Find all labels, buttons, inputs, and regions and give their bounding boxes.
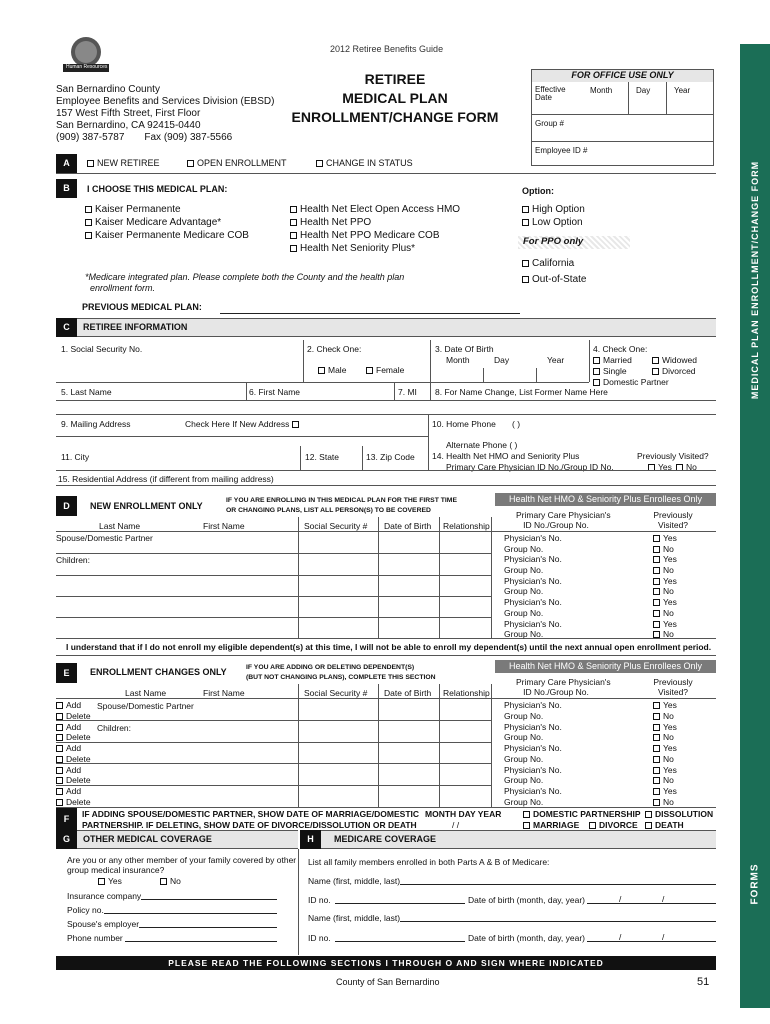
page-number: 51 — [697, 976, 710, 988]
col-dob: Date of Birth — [384, 521, 432, 531]
checkbox-icon — [523, 811, 530, 818]
section-e-title: ENROLLMENT CHANGES ONLY — [90, 667, 227, 677]
visited-yes-checkbox[interactable]: Yes — [653, 533, 677, 543]
checkbox-icon — [653, 610, 660, 617]
checkbox-icon — [653, 599, 660, 606]
plan-hn-ppo-cob[interactable]: Health Net PPO Medicare COB — [290, 229, 460, 242]
office-use-heading: FOR OFFICE USE ONLY — [532, 70, 713, 82]
checkbox-icon — [56, 788, 63, 795]
prev-col-header: Previously Visited? — [653, 510, 693, 530]
group-no-label: Group No. — [504, 564, 544, 575]
medicare-dob-2: Date of birth (month, day, year) — [468, 933, 586, 943]
effective-label: Effective — [535, 85, 566, 94]
col-ssn: Social Security # — [304, 521, 368, 531]
col-last-name-e: Last Name — [125, 688, 167, 698]
checkbox-icon — [56, 713, 63, 720]
group-no-label: Group No. — [504, 753, 544, 764]
physician-no-label: Physician's No. — [504, 721, 562, 732]
plan-kaiser-cob[interactable]: Kaiser Permanente Medicare COB — [85, 229, 249, 242]
previous-plan-label: PREVIOUS MEDICAL PLAN: — [82, 302, 202, 312]
zip-label: 13. Zip Code — [366, 452, 415, 462]
prev-visited-no[interactable]: No — [676, 462, 697, 472]
checkbox-icon — [522, 276, 529, 283]
title-line: MEDICAL PLAN — [342, 90, 448, 106]
add-checkbox[interactable]: Add — [56, 786, 81, 796]
children-label: Children: — [56, 555, 91, 565]
checkbox-icon — [652, 368, 659, 375]
checkbox-icon — [653, 788, 660, 795]
single-checkbox[interactable]: Single — [593, 366, 627, 376]
checkbox-icon — [653, 799, 660, 806]
col-last-name: Last Name — [99, 521, 141, 531]
physician-no-label: Physician's No. — [504, 533, 562, 543]
plan-hn-elect[interactable]: Health Net Elect Open Access HMO — [290, 203, 460, 216]
checkbox-icon — [87, 160, 94, 167]
medicare-name-2: Name (first, middle, last) — [308, 913, 401, 923]
option-title: Option: — [522, 186, 554, 196]
new-address-checkbox[interactable]: Check Here If New Address — [185, 419, 302, 429]
options — [522, 203, 585, 229]
visited-no-checkbox[interactable]: No — [653, 544, 674, 554]
visited-yes-checkbox[interactable]: Yes — [653, 743, 677, 753]
first-name-label: 6. First Name — [249, 387, 301, 397]
group-no-label: Group No. — [504, 710, 544, 721]
visited-yes-checkbox[interactable]: Yes — [653, 765, 677, 775]
checkbox-icon — [318, 367, 325, 374]
checkbox-icon — [645, 811, 652, 818]
delete-checkbox[interactable]: Delete — [56, 754, 91, 764]
new-retiree-checkbox[interactable]: NEW RETIREE — [87, 158, 160, 168]
col-first-name: First Name — [203, 521, 245, 531]
checkbox-icon — [593, 357, 600, 364]
insurance-field[interactable] — [141, 899, 277, 900]
high-option[interactable]: High Option — [522, 203, 585, 216]
section-d-instructions: IF YOU ARE ENROLLING IN THIS MEDICAL PLAN FOR THE FIRST TIME OR CHANGING PLANS, LIST ALL PERSON(S) TO BE COVERED — [226, 497, 457, 514]
checkbox-icon — [290, 245, 297, 252]
checkbox-icon — [653, 767, 660, 774]
checkbox-icon — [316, 160, 323, 167]
visited-no-checkbox[interactable]: No — [653, 732, 674, 742]
delete-checkbox[interactable]: Delete — [56, 775, 91, 785]
checkbox-icon — [589, 822, 596, 829]
medicare-dob-field-2[interactable] — [587, 941, 716, 942]
ppo-california[interactable]: California — [522, 256, 586, 272]
visited-no-checkbox[interactable]: No — [653, 565, 674, 575]
medicare-id-field-1[interactable] — [335, 903, 465, 904]
checkbox-icon — [653, 578, 660, 585]
checkbox-icon — [523, 822, 530, 829]
county-footer: County of San Bernardino — [336, 977, 440, 987]
dp-checkbox[interactable]: DOMESTIC PARTNERSHIP — [523, 809, 641, 819]
physician-no-label: Physician's No. — [504, 554, 562, 565]
section-c-letter: C — [56, 318, 77, 337]
policy-label: Policy no. — [67, 905, 104, 915]
divorce-checkbox[interactable]: DIVORCE — [589, 820, 638, 830]
checkbox-icon — [653, 621, 660, 628]
checkbox-icon — [653, 631, 660, 638]
checkbox-icon — [653, 535, 660, 542]
city-label: 11. City — [61, 452, 90, 462]
checkbox-icon — [653, 777, 660, 784]
medicare-name-field-1[interactable] — [400, 884, 716, 885]
checkbox-icon — [290, 219, 297, 226]
month-label: Month — [590, 86, 613, 95]
visited-no-checkbox[interactable]: No — [653, 629, 674, 639]
checkbox-icon — [187, 160, 194, 167]
col-dob-e: Date of Birth — [384, 688, 432, 698]
checkbox-icon — [522, 206, 529, 213]
checkbox-icon — [56, 767, 63, 774]
section-h-letter: H — [300, 830, 321, 849]
prev-visited-yes[interactable]: Yes — [648, 462, 672, 472]
group-no-label: Group No. — [504, 796, 544, 807]
divorced-checkbox[interactable]: Divorced — [652, 366, 696, 376]
section-d-letter: D — [56, 496, 77, 516]
year-label: Year — [547, 355, 565, 365]
coverage-yes[interactable]: Yes — [98, 876, 122, 886]
group-no-label: Group No. — [504, 775, 544, 786]
home-phone-label: 10. Home Phone — [432, 419, 496, 429]
group-no-label: Group No. — [504, 543, 544, 554]
plans-mid — [290, 203, 460, 255]
title-line: ENROLLMENT/CHANGE FORM — [291, 109, 499, 125]
hmo-enrollees-bar: Health Net HMO & Seniority Plus Enrollees Only — [495, 493, 716, 506]
visited-yes-checkbox[interactable]: Yes — [653, 722, 677, 732]
group-no-label: Group No. — [504, 629, 544, 640]
phone: (909) 387-5787 — [56, 132, 125, 143]
plans-left — [85, 203, 249, 242]
visited-yes-checkbox[interactable]: Yes — [653, 554, 677, 564]
medicare-dob-1: Date of birth (month, day, year) — [468, 895, 586, 905]
address-line: San Bernardino County — [56, 84, 160, 95]
section-b-letter: B — [56, 179, 77, 198]
medicare-id-field-2[interactable] — [335, 941, 465, 942]
checkbox-icon — [366, 367, 373, 374]
checkbox-icon — [85, 232, 92, 239]
marriage-checkbox[interactable]: MARRIAGE — [523, 820, 579, 830]
pcp-col-header: Primary Care Physician's ID No./Group No. — [516, 510, 611, 530]
male-checkbox[interactable]: Male — [318, 365, 346, 375]
checkbox-icon — [653, 734, 660, 741]
add-checkbox[interactable]: Add — [56, 743, 81, 753]
checkbox-icon — [56, 799, 63, 806]
section-a-letter: A — [56, 154, 77, 173]
checkbox-icon — [653, 713, 660, 720]
read-sections-banner: PLEASE READ THE FOLLOWING SECTIONS I THROUGH O AND SIGN WHERE INDICATED — [56, 956, 716, 970]
checkbox-icon — [653, 588, 660, 595]
visited-no-checkbox[interactable]: No — [653, 797, 674, 807]
visited-no-checkbox[interactable]: No — [653, 711, 674, 721]
checkbox-icon — [653, 756, 660, 763]
side-tab-forms: FORMS — [749, 863, 761, 905]
group-label: Group # — [535, 119, 564, 128]
checkbox-icon — [56, 745, 63, 752]
pcp-col-header-e: Primary Care Physician's ID No./Group No. — [516, 677, 611, 697]
checkbox-icon — [85, 219, 92, 226]
plan-hn-seniority[interactable]: Health Net Seniority Plus* — [290, 242, 460, 255]
change-status-checkbox[interactable]: CHANGE IN STATUS — [316, 158, 413, 168]
checkbox-icon — [160, 878, 167, 885]
female-checkbox[interactable]: Female — [366, 365, 404, 375]
col-first-name-e: First Name — [203, 688, 245, 698]
month-label: Month — [446, 355, 470, 365]
widowed-checkbox[interactable]: Widowed — [652, 355, 697, 365]
day-label: Day — [636, 86, 651, 95]
mailing-label: 9. Mailing Address — [61, 419, 131, 429]
physician-no-label: Physician's No. — [504, 786, 562, 797]
checkbox-icon — [652, 357, 659, 364]
other-coverage-question: Are you or any other member of your family covered by other group medical insurance? — [67, 855, 297, 875]
visited-no-checkbox[interactable]: No — [653, 586, 674, 596]
medicare-list-label: List all family members enrolled in both Parts A & B of Medicare: — [308, 857, 550, 867]
former-name-label: 8. For Name Change, List Former Name Here — [435, 387, 608, 397]
group-no-label: Group No. — [504, 586, 544, 597]
col-ssn-e: Social Security # — [304, 688, 368, 698]
date-label: Date — [535, 93, 552, 102]
checkbox-icon — [653, 567, 660, 574]
physician-no-label: Physician's No. — [504, 597, 562, 608]
section-h-title: MEDICARE COVERAGE — [334, 834, 437, 844]
employer-field[interactable] — [139, 927, 277, 928]
dob-label: 3. Date Of Birth — [435, 344, 494, 354]
form-title — [270, 70, 520, 127]
checkbox-icon — [290, 206, 297, 213]
pcp-label: Primary Care Physician ID No./Group ID No. — [446, 462, 614, 472]
group-no-label: Group No. — [504, 732, 544, 743]
checkbox-icon — [98, 878, 105, 885]
logo-text: Human Resources — [66, 64, 108, 70]
insurance-label: Insurance company — [67, 891, 142, 901]
checkbox-icon — [653, 556, 660, 563]
checkbox-icon — [522, 260, 529, 267]
checkbox-icon — [56, 734, 63, 741]
mi-label: 7. MI — [398, 387, 417, 397]
checkbox-icon — [290, 232, 297, 239]
medicare-id-2: ID no. — [308, 933, 331, 943]
coverage-no[interactable]: No — [160, 876, 181, 886]
policy-field[interactable] — [104, 913, 277, 914]
medicare-name-1: Name (first, middle, last) — [308, 876, 401, 886]
visited-yes-checkbox[interactable]: Yes — [653, 619, 677, 629]
checkbox-icon — [653, 745, 660, 752]
physician-no-label: Physician's No. — [504, 764, 562, 775]
phone-field[interactable] — [125, 941, 277, 942]
employee-id-label: Employee ID # — [535, 146, 588, 155]
section-g-title: OTHER MEDICAL COVERAGE — [83, 834, 212, 844]
col-relationship: Relationship — [443, 521, 490, 531]
checkbox-icon — [653, 702, 660, 709]
section-c-title: RETIREE INFORMATION — [83, 322, 188, 332]
delete-checkbox[interactable]: Delete — [56, 797, 91, 807]
section-e-instructions: IF YOU ARE ADDING OR DELETING DEPENDENT(S) (BUT NOT CHANGING PLANS), COMPLETE THIS SECTION — [246, 664, 436, 681]
checkbox-icon — [56, 724, 63, 731]
address-line: San Bernardino, CA 92415-0440 — [56, 120, 201, 131]
married-checkbox[interactable]: Married — [593, 355, 632, 365]
delete-checkbox[interactable]: Delete — [56, 711, 91, 721]
alt-phone-label: Alternate Phone ( ) — [446, 440, 518, 450]
plan-kaiser-medicare[interactable]: Kaiser Medicare Advantage* — [85, 216, 249, 229]
visited-no-checkbox[interactable]: No — [653, 775, 674, 785]
visited-no-checkbox[interactable]: No — [653, 608, 674, 618]
visited-no-checkbox[interactable]: No — [653, 754, 674, 764]
home-phone-parens: ( ) — [512, 419, 521, 429]
spouse-label: Spouse/Domestic Partner — [56, 533, 153, 543]
visited-yes-checkbox[interactable]: Yes — [653, 700, 677, 710]
last-name-label: 5. Last Name — [61, 387, 112, 397]
visited-yes-checkbox[interactable]: Yes — [653, 786, 677, 796]
ppo-only-title: For PPO only — [518, 236, 630, 249]
county-logo — [63, 36, 109, 76]
checkbox-icon — [593, 379, 600, 386]
section-d-title: NEW ENROLLMENT ONLY — [90, 501, 203, 511]
section-b-title: I CHOOSE THIS MEDICAL PLAN: — [87, 184, 228, 194]
physician-no-label: Physician's No. — [504, 618, 562, 629]
domestic-checkbox[interactable]: Domestic Partner — [593, 377, 669, 387]
state-label: 12. State — [305, 452, 340, 462]
low-option[interactable]: Low Option — [522, 216, 585, 229]
medicare-name-field-2[interactable] — [400, 921, 716, 922]
medicare-note: *Medicare integrated plan. Please complete both the County and the health plan enrollment form. — [85, 272, 405, 293]
phone-label: Phone number — [67, 933, 123, 943]
spouse-label-e: Spouse/Domestic Partner — [97, 701, 194, 711]
checkbox-icon — [56, 756, 63, 763]
section-f-letter: F — [56, 808, 77, 830]
checkbox-icon — [522, 219, 529, 226]
section-f-instructions: IF ADDING SPOUSE/DOMESTIC PARTNER, SHOW DATE OF MARRIAGE/DOMESTIC PARTNERSHIP. IF DELETING, SHOW DATE OF DIVORCE/DISSOLUTION OR DEATH — [82, 809, 420, 830]
open-enrollment-checkbox[interactable]: OPEN ENROLLMENT — [187, 158, 287, 168]
year-label: Year — [674, 86, 691, 95]
checkbox-icon — [56, 702, 63, 709]
ppo-out-of-state[interactable]: Out-of-State — [522, 272, 586, 288]
ssn-label: 1. Social Security No. — [61, 344, 143, 354]
guide-title: 2012 Retiree Benefits Guide — [330, 44, 444, 54]
checkbox-icon — [85, 206, 92, 213]
address-line: Employee Benefits and Services Division (EBSD) — [56, 96, 275, 107]
medicare-id-1: ID no. — [308, 895, 331, 905]
add-checkbox[interactable]: Add — [56, 765, 81, 775]
checkbox-icon — [653, 724, 660, 731]
checkbox-icon — [292, 421, 299, 428]
add-checkbox[interactable]: Add — [56, 700, 81, 710]
fax: Fax (909) 387-5566 — [144, 132, 233, 143]
hmo-label: 14. Health Net HMO and Seniority Plus — [432, 451, 580, 461]
col-relationship-e: Relationship — [443, 688, 490, 698]
title-line: RETIREE — [364, 71, 426, 87]
death-checkbox[interactable]: DEATH — [645, 820, 684, 830]
marital-label: 4. Check One: — [593, 344, 648, 354]
physician-no-label: Physician's No. — [504, 700, 562, 710]
checkbox-icon — [56, 777, 63, 784]
checkbox-icon — [645, 822, 652, 829]
checkbox-icon — [653, 546, 660, 553]
check-one-label: 2. Check One: — [307, 344, 362, 354]
enroll-notice: I understand that if I do not enroll my eligible dependent(s) at this time, I will not be able to enroll my dependent(s) until the next annual open enrollment period. — [66, 642, 712, 652]
plan-kaiser[interactable]: Kaiser Permanente — [85, 203, 249, 216]
medicare-dob-field-1[interactable] — [587, 903, 716, 904]
dissolution-checkbox[interactable]: DISSOLUTION — [645, 809, 713, 819]
prev-visited-label: Previously Visited? — [637, 451, 709, 461]
prev-col-header-e: Previously Visited? — [653, 677, 693, 697]
side-tab-title: MEDICAL PLAN ENROLLMENT/CHANGE FORM — [750, 160, 760, 400]
employer-label: Spouse's employer — [67, 919, 140, 929]
address-line: 157 West Fifth Street, First Floor — [56, 108, 201, 119]
children-label-e: Children: — [97, 723, 132, 733]
visited-yes-checkbox[interactable]: Yes — [653, 576, 677, 586]
address-block — [56, 84, 274, 144]
section-e-letter: E — [56, 663, 77, 683]
ppo-options — [522, 256, 586, 288]
date-slashes: / / — [452, 820, 460, 830]
plan-hn-ppo[interactable]: Health Net PPO — [290, 216, 460, 229]
delete-checkbox[interactable]: Delete — [56, 732, 91, 742]
residential-label: 15. Residential Address (if different from mailing address) — [58, 474, 274, 484]
phone-line — [56, 132, 274, 144]
day-label: Day — [494, 355, 510, 365]
checkbox-icon — [593, 368, 600, 375]
section-g-letter: G — [56, 830, 77, 849]
physician-no-label: Physician's No. — [504, 743, 562, 754]
add-checkbox[interactable]: Add — [56, 722, 81, 732]
mdy-label: MONTH DAY YEAR — [425, 809, 502, 819]
physician-no-label: Physician's No. — [504, 575, 562, 586]
group-no-label: Group No. — [504, 607, 544, 618]
visited-yes-checkbox[interactable]: Yes — [653, 597, 677, 607]
hmo-enrollees-bar-e: Health Net HMO & Seniority Plus Enrollees Only — [495, 660, 716, 673]
